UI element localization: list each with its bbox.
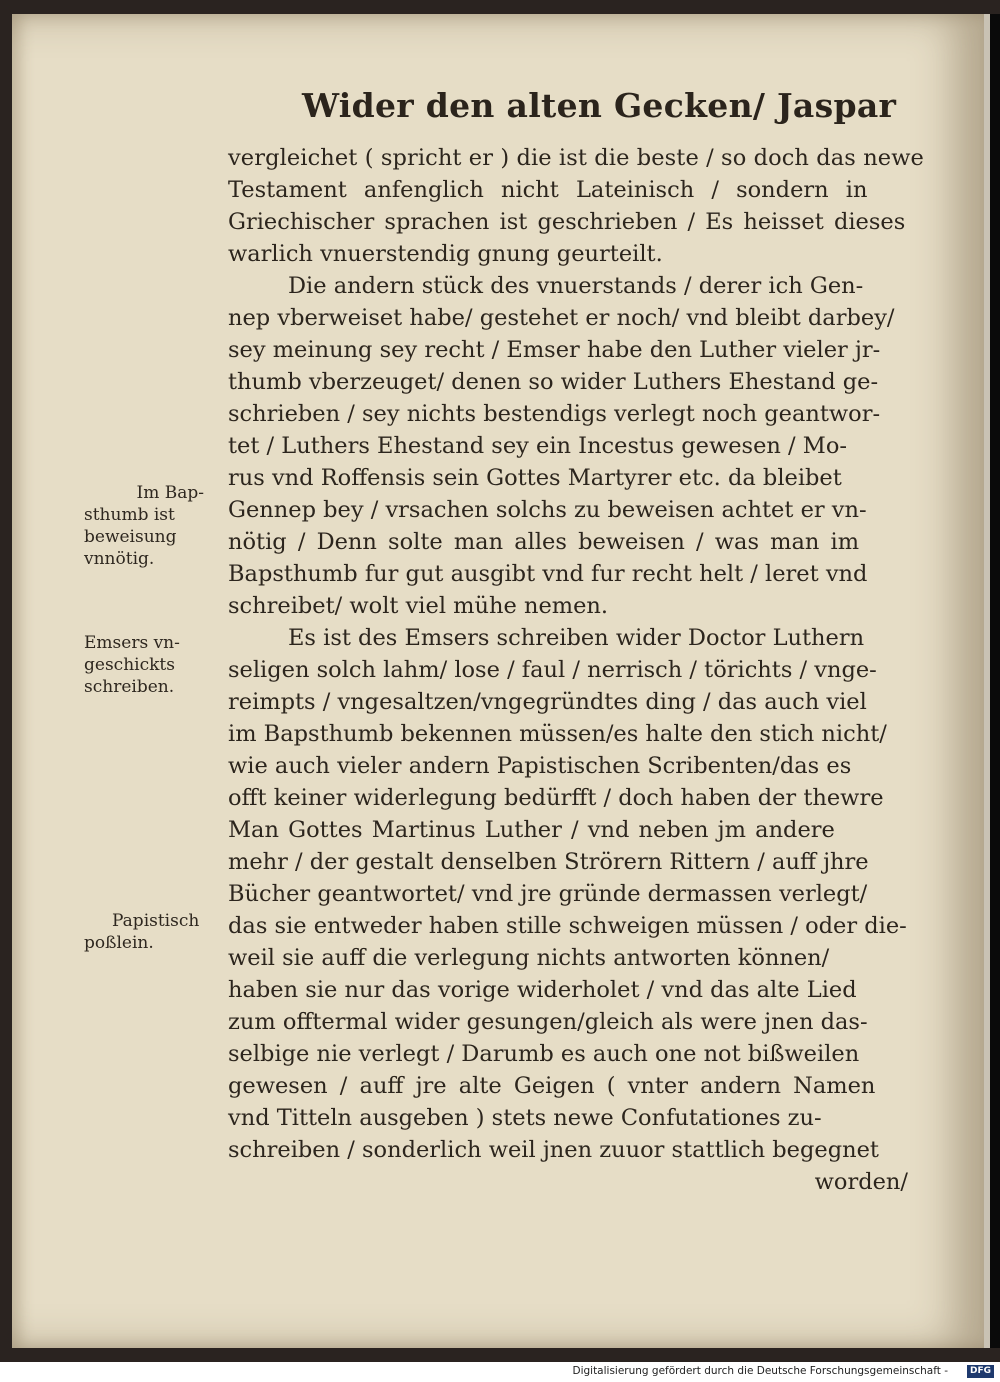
dfg-logo: DFG [967,1365,994,1378]
text-line: zum offtermal wider gesungen/gleich als were jnen das- [228,1009,868,1035]
marginal-note-line: Papistisch [112,911,200,931]
text-line: Bücher geantwortet/ vnd jre gründe dermassen verlegt/ [228,881,868,907]
text-line: mehr / der gestalt denselben Strörern Rittern / auff jhre [228,849,869,875]
text-line: rus vnd Roffensis sein Gottes Martyrer etc. da bleibet [228,465,842,491]
book-page [12,14,990,1348]
text-line: Bapsthumb fur gut ausgibt vnd fur recht helt / leret vnd [228,561,868,587]
marginal-note-line: poßlein. [84,933,154,953]
marginal-note-line: sthumb ist [84,505,175,525]
text-line: gewesen / auff jre alte Geigen ( vnter andern Namen [228,1073,876,1099]
marginal-note [84,910,199,954]
text-line: nep vberweiset habe/ gestehet er noch/ vnd bleibt darbey/ [228,305,895,331]
text-line: schrieben / sey nichts bestendigs verlegt noch geantwor- [228,401,881,427]
text-line: wie auch vieler andern Papistischen Scribenten/das es [228,753,852,779]
text-line: Testament anfenglich nicht Lateinisch / sondern in [228,177,868,203]
text-line: Die andern stück des vnuerstands / derer ich Gen- [288,273,864,299]
marginal-note-line: Emsers vn- [84,633,180,653]
running-title: Wider den alten Gecken/ Jaspar [302,86,897,125]
text-line: nötig / Denn solte man alles beweisen / was man im [228,529,860,555]
text-line: Es ist des Emsers schreiben wider Doctor Luthern [288,625,865,651]
text-line: weil sie auff die verlegung nichts antworten können/ [228,945,830,971]
marginal-note-line: Im Bap- [136,483,204,503]
credit-text: Digitalisierung gefördert durch die Deutsche Forschungsgemeinschaft - [572,1365,948,1377]
text-line: warlich vnuerstendig gnung geurteilt. [228,241,663,267]
marginal-note-line: geschickts [84,655,175,675]
text-line: Man Gottes Martinus Luther / vnd neben jm andere [228,817,835,843]
text-line: reimpts / vngesaltzen/vngegründtes ding / das auch viel [228,689,867,715]
marginal-note [84,632,180,698]
text-line: vergleichet ( spricht er ) die ist die beste / so doch das newe [228,145,924,171]
text-line: vnd Titteln ausgeben ) stets newe Confutationes zu- [228,1105,822,1131]
text-line: thumb vberzeuget/ denen so wider Luthers Ehestand ge- [228,369,879,395]
footer-credit-bar [0,1362,1000,1382]
text-line: im Bapsthumb bekennen müssen/es halte den stich nicht/ [228,721,887,747]
text-line: Gennep bey / vrsachen solchs zu beweisen achtet er vn- [228,497,867,523]
text-line: schreiben / sonderlich weil jnen zuuor stattlich begegnet [228,1137,879,1163]
text-line: sey meinung sey recht / Emser habe den Luther vieler jr- [228,337,881,363]
text-line: tet / Luthers Ehestand sey ein Incestus gewesen / Mo- [228,433,847,459]
text-line: das sie entweder haben stille schweigen müssen / oder die- [228,913,907,939]
text-line: offt keiner widerlegung bedürfft / doch haben der thewre [228,785,884,811]
text-line: schreibet/ wolt viel mühe nemen. [228,593,609,619]
marginal-note [84,482,204,570]
marginal-note-line: beweisung [84,527,177,547]
marginal-note-line: vnnötig. [84,549,155,569]
marginal-note-line: schreiben. [84,677,175,697]
text-line: Griechischer sprachen ist geschrieben / Es heisset dieses [228,209,906,235]
text-line: seligen solch lahm/ lose / faul / nerrisch / törichts / vnge- [228,657,877,683]
text-line: haben sie nur das vorige widerholet / vnd das alte Lied [228,977,857,1003]
text-line: selbige nie verlegt / Darumb es auch one not bißweilen [228,1041,860,1067]
text-line: worden/ [814,1169,908,1195]
